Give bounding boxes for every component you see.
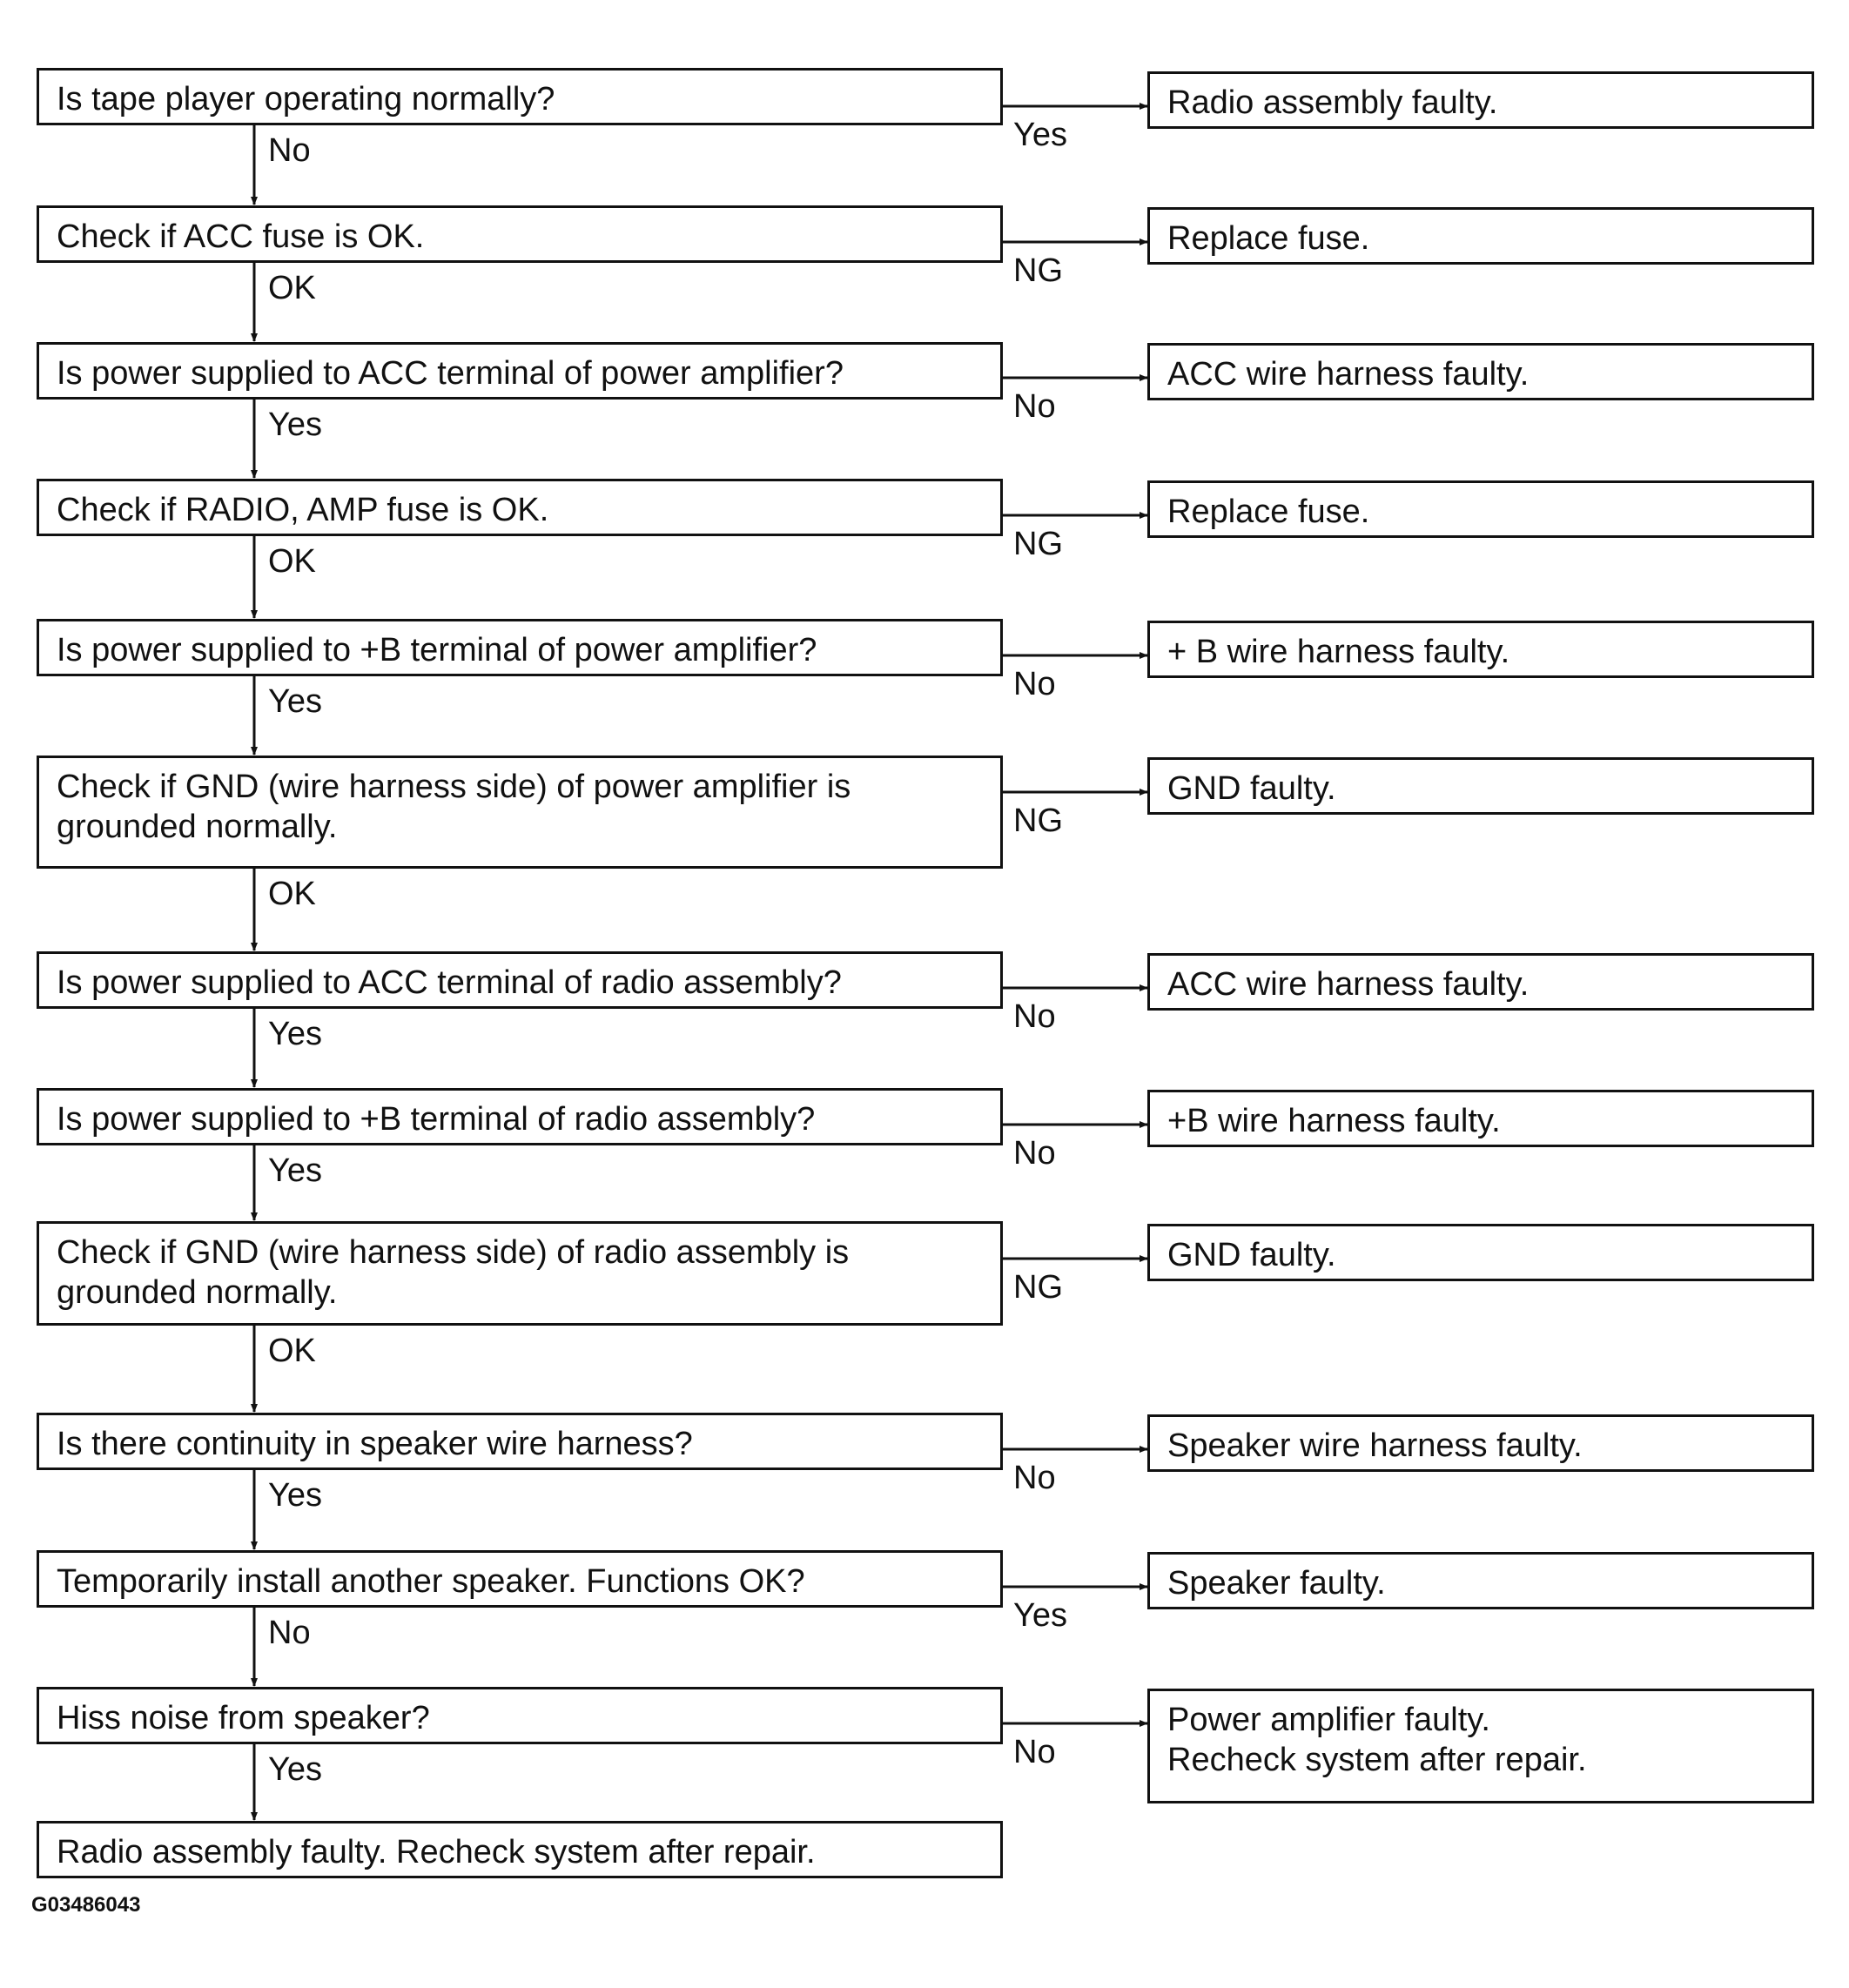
down-label-11: No <box>268 1615 311 1651</box>
question-box-11: Temporarily install another speaker. Functions OK? <box>37 1550 1003 1608</box>
side-label-10: No <box>1013 1460 1056 1496</box>
question-box-7: Is power supplied to ACC terminal of radio assembly? <box>37 951 1003 1009</box>
side-label-3: No <box>1013 388 1056 425</box>
question-box-8: Is power supplied to +B terminal of radio assembly? <box>37 1088 1003 1145</box>
question-box-4: Check if RADIO, AMP fuse is OK. <box>37 479 1003 536</box>
side-label-7: No <box>1013 998 1056 1035</box>
question-box-6: Check if GND (wire harness side) of power amplifier is grounded normally. <box>37 756 1003 869</box>
result-box-9: GND faulty. <box>1147 1224 1814 1281</box>
final-result-box: Radio assembly faulty. Recheck system after repair. <box>37 1821 1003 1878</box>
result-box-2: Replace fuse. <box>1147 207 1814 265</box>
question-box-1: Is tape player operating normally? <box>37 68 1003 125</box>
down-label-3: Yes <box>268 406 322 443</box>
down-label-2: OK <box>268 270 316 306</box>
result-box-3: ACC wire harness faulty. <box>1147 343 1814 400</box>
result-box-8: +B wire harness faulty. <box>1147 1090 1814 1147</box>
result-box-5: + B wire harness faulty. <box>1147 621 1814 678</box>
down-label-6: OK <box>268 876 316 912</box>
result-box-6: GND faulty. <box>1147 757 1814 815</box>
side-label-12: No <box>1013 1734 1056 1770</box>
result-box-11: Speaker faulty. <box>1147 1552 1814 1609</box>
question-box-3: Is power supplied to ACC terminal of power amplifier? <box>37 342 1003 400</box>
down-label-10: Yes <box>268 1477 322 1514</box>
side-label-9: NG <box>1013 1269 1063 1306</box>
figure-code: G03486043 <box>31 1893 141 1917</box>
down-label-4: OK <box>268 543 316 580</box>
down-label-7: Yes <box>268 1016 322 1052</box>
question-box-2: Check if ACC fuse is OK. <box>37 205 1003 263</box>
down-label-8: Yes <box>268 1152 322 1189</box>
result-box-10: Speaker wire harness faulty. <box>1147 1414 1814 1472</box>
side-label-2: NG <box>1013 252 1063 289</box>
side-label-11: Yes <box>1013 1597 1067 1634</box>
side-label-6: NG <box>1013 803 1063 839</box>
result-box-4: Replace fuse. <box>1147 480 1814 538</box>
side-label-4: NG <box>1013 526 1063 562</box>
question-box-5: Is power supplied to +B terminal of power amplifier? <box>37 619 1003 676</box>
side-label-8: No <box>1013 1135 1056 1172</box>
down-label-9: OK <box>268 1333 316 1369</box>
result-box-12: Power amplifier faulty. Recheck system after repair. <box>1147 1689 1814 1803</box>
down-label-5: Yes <box>268 683 322 720</box>
question-box-12: Hiss noise from speaker? <box>37 1687 1003 1744</box>
question-box-9: Check if GND (wire harness side) of radio assembly is grounded normally. <box>37 1221 1003 1326</box>
down-label-1: No <box>268 132 311 169</box>
side-label-5: No <box>1013 666 1056 702</box>
down-label-12: Yes <box>268 1751 322 1788</box>
result-box-7: ACC wire harness faulty. <box>1147 953 1814 1011</box>
question-box-10: Is there continuity in speaker wire harness? <box>37 1413 1003 1470</box>
side-label-1: Yes <box>1013 117 1067 153</box>
result-box-1: Radio assembly faulty. <box>1147 71 1814 129</box>
